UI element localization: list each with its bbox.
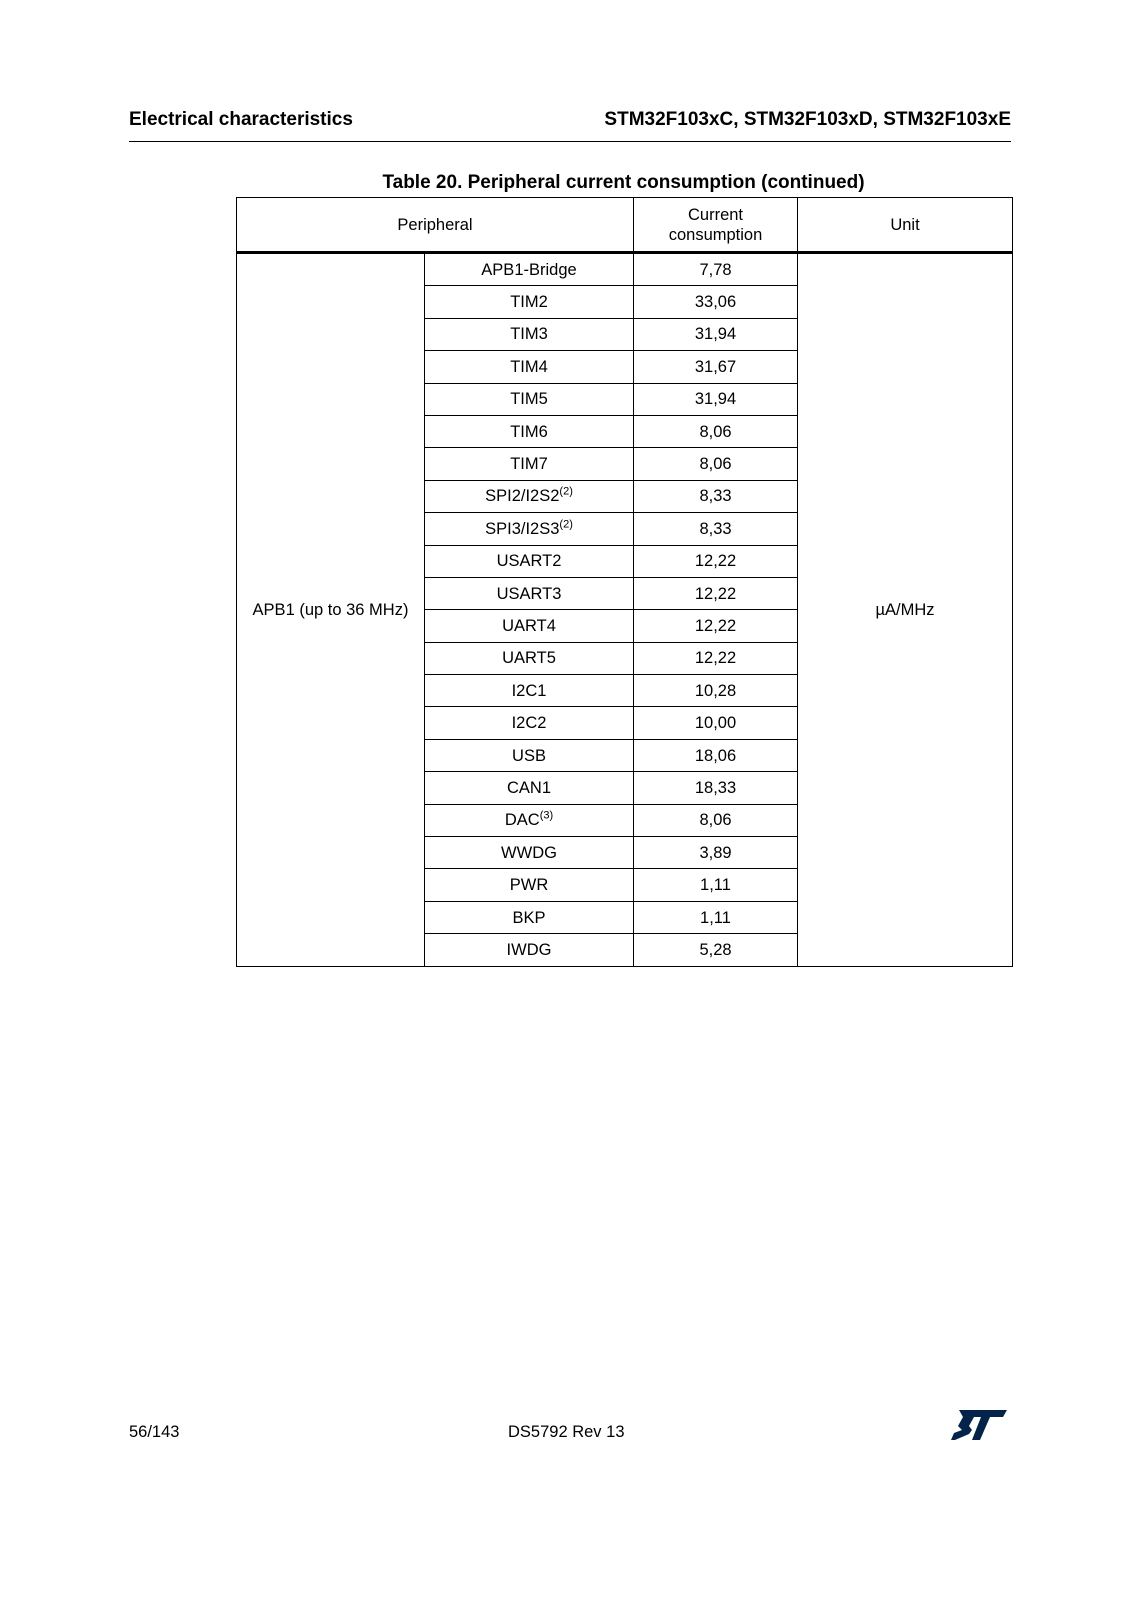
current-value-cell: 31,67	[634, 351, 798, 383]
peripheral-name: I2C2	[511, 714, 547, 733]
peripheral-name-cell	[425, 415, 634, 447]
current-value-cell: 8,33	[634, 513, 798, 545]
peripheral-name: SPI2/I2S2	[485, 487, 560, 506]
unit-cell: µA/MHz	[798, 253, 1013, 967]
current-value-cell: 5,28	[634, 934, 798, 966]
peripheral-name-cell	[425, 480, 634, 512]
peripheral-name-cell	[425, 383, 634, 415]
peripheral-name: BKP	[512, 908, 546, 927]
peripheral-name: TIM6	[510, 422, 548, 441]
peripheral-name-cell	[425, 675, 634, 707]
current-value-cell: 3,89	[634, 837, 798, 869]
peripheral-name-cell	[425, 318, 634, 350]
peripheral-name: SPI3/I2S3	[485, 519, 560, 538]
current-value-cell: 12,22	[634, 610, 798, 642]
header-rule	[129, 141, 1011, 142]
peripheral-current-table	[236, 197, 1013, 967]
peripheral-name-cell	[425, 513, 634, 545]
peripheral-name-cell	[425, 869, 634, 901]
st-logo-icon	[950, 1409, 1008, 1441]
current-value-cell: 8,06	[634, 415, 798, 447]
header-peripheral: Peripheral	[237, 198, 634, 253]
header-section-title: Electrical characteristics	[129, 109, 353, 130]
peripheral-name: TIM7	[510, 455, 548, 474]
current-value-cell: 12,22	[634, 642, 798, 674]
peripheral-name: UART4	[502, 616, 556, 635]
current-value-cell: 7,78	[634, 253, 798, 286]
peripheral-name: TIM3	[510, 325, 548, 344]
peripheral-name-cell	[425, 837, 634, 869]
peripheral-name: IWDG	[506, 940, 552, 959]
peripheral-name-cell	[425, 901, 634, 933]
header-current-line1: Current	[687, 205, 744, 224]
table-row	[237, 253, 1013, 286]
current-value-cell: 8,06	[634, 448, 798, 480]
peripheral-name: UART5	[502, 649, 556, 668]
current-value-cell: 1,11	[634, 869, 798, 901]
current-value-cell: 12,22	[634, 545, 798, 577]
current-value-cell: 33,06	[634, 286, 798, 318]
peripheral-name: PWR	[509, 876, 549, 895]
current-value-cell: 12,22	[634, 577, 798, 609]
peripheral-name: I2C1	[511, 681, 547, 700]
bus-group-cell: APB1 (up to 36 MHz)	[237, 253, 425, 967]
peripheral-name-cell	[425, 448, 634, 480]
header-current-line2: consumption	[668, 225, 763, 244]
peripheral-name-cell	[425, 610, 634, 642]
current-value-cell: 10,28	[634, 675, 798, 707]
peripheral-name-cell	[425, 707, 634, 739]
footnote-marker: (2)	[559, 518, 573, 531]
peripheral-name: TIM4	[510, 357, 548, 376]
peripheral-name-cell	[425, 772, 634, 804]
current-value-cell: 8,33	[634, 480, 798, 512]
current-value-cell: 1,11	[634, 901, 798, 933]
peripheral-name: APB1-Bridge	[481, 260, 577, 279]
peripheral-name-cell	[425, 739, 634, 771]
table-header-row	[237, 198, 1013, 253]
header-unit: Unit	[798, 198, 1013, 253]
peripheral-name-cell	[425, 642, 634, 674]
current-value-cell: 8,06	[634, 804, 798, 836]
document-revision: DS5792 Rev 13	[508, 1423, 625, 1441]
peripheral-name: DAC	[504, 811, 540, 830]
peripheral-name: USART3	[496, 584, 562, 603]
peripheral-name: CAN1	[506, 778, 551, 797]
peripheral-name: TIM2	[510, 293, 548, 312]
peripheral-name-cell	[425, 253, 634, 286]
peripheral-name: WWDG	[501, 843, 557, 862]
peripheral-name-cell	[425, 351, 634, 383]
current-value-cell: 31,94	[634, 318, 798, 350]
peripheral-name: TIM5	[510, 390, 548, 409]
peripheral-name-cell	[425, 545, 634, 577]
peripheral-name-cell	[425, 804, 634, 836]
footnote-marker: (2)	[559, 485, 573, 498]
peripheral-name: USB	[512, 746, 546, 765]
header-current-consumption	[634, 198, 798, 253]
peripheral-name-cell	[425, 934, 634, 966]
peripheral-name: USART2	[496, 552, 562, 571]
current-value-cell: 18,06	[634, 739, 798, 771]
current-value-cell: 31,94	[634, 383, 798, 415]
table-body	[237, 253, 1013, 967]
footnote-marker: (3)	[539, 809, 554, 822]
page-number: 56/143	[129, 1423, 180, 1441]
peripheral-name-cell	[425, 577, 634, 609]
peripheral-name-cell	[425, 286, 634, 318]
header-part-numbers: STM32F103xC, STM32F103xD, STM32F103xE	[604, 109, 1011, 130]
table-caption: Table 20. Peripheral current consumption (continued)	[382, 172, 865, 193]
current-value-cell: 18,33	[634, 772, 798, 804]
current-value-cell: 10,00	[634, 707, 798, 739]
